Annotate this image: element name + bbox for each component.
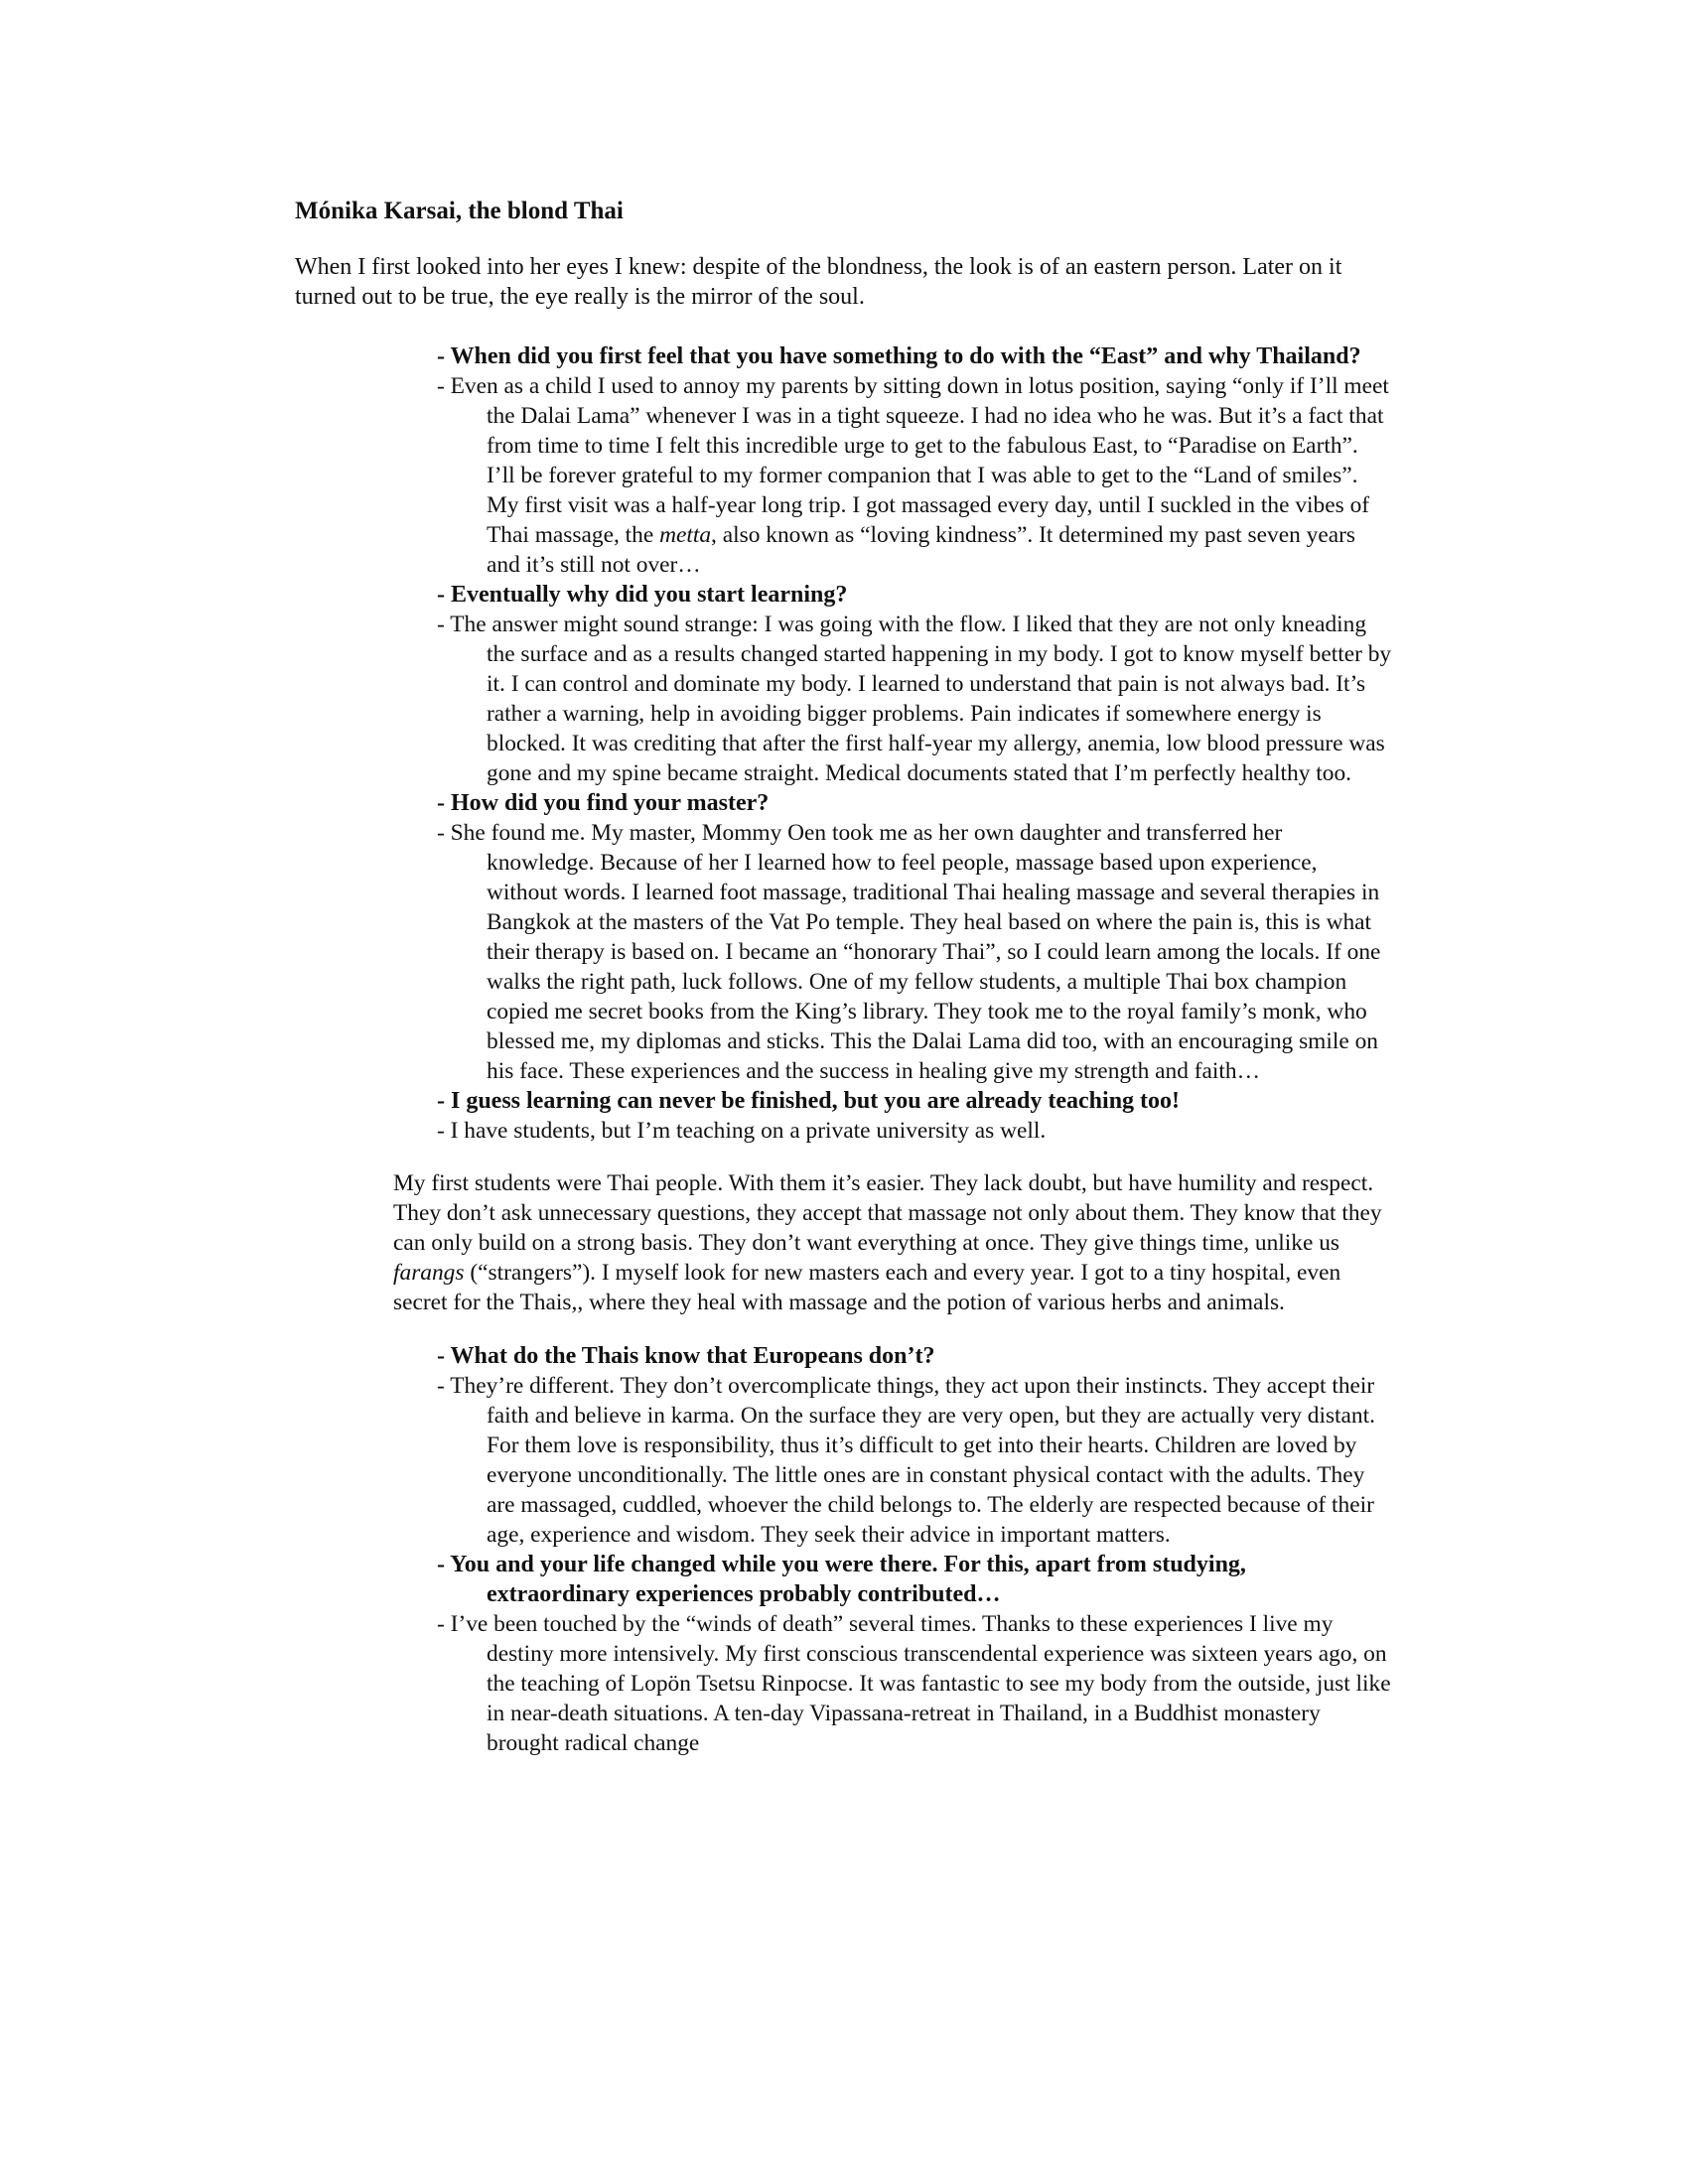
answer-4-text-a: My first students were Thai people. With them it’s easier. They lack doubt, but have humility and respect. They don’t ask unnecessary questions, they accept that massage not only about them. They know that they can only build on a strong basis. They don’t want everything at once. They give things time, unlike us	[393, 1170, 1382, 1257]
intro-paragraph: When I first looked into her eyes I knew: despite of the blondness, the look is of an eastern person. Later on it turned out to be true, the eye really is the mirror of the soul.	[295, 254, 1342, 310]
question-4: - I guess learning can never be finished, but you are already teaching too!	[437, 1088, 1181, 1114]
question-1: - When did you first feel that you have something to do with the “East” and why Thailand?	[437, 343, 1361, 369]
answer-5: - They’re different. They don’t overcomplicate things, they act upon their instincts. They accept their faith and believe in karma. On the surface they are very open, but they are actually very distant. For them love is responsibility, thus it’s difficult to get into their hearts. Children are loved by everyone unconditionally. The little ones are in constant physical contact with the adults. They are massaged, cuddled, whoever the child belongs to. The elderly are respected because of their age, experience and wisdom. They seek their advice in important matters.	[437, 1372, 1375, 1548]
answer-4: - I have students, but I’m teaching on a private university as well.	[437, 1118, 1047, 1144]
answer-4-continuation	[393, 1168, 1392, 1317]
answer-1	[437, 371, 1392, 580]
answer-4-emphasis: farangs	[393, 1260, 465, 1287]
article-title: Mónika Karsai, the blond Thai	[295, 198, 624, 224]
answer-1-emphasis: metta	[659, 522, 712, 548]
question-5: - What do the Thais know that Europeans don’t?	[437, 1342, 935, 1369]
answer-1-text-b: , also known as “loving kindness”. It determined my past seven years and it’s still not over…	[487, 522, 1355, 578]
question-2: - Eventually why did you start learning?	[437, 582, 848, 608]
answer-2: - The answer might sound strange: I was going with the flow. I liked that they are not only kneading the surface and as a results changed started happening in my body. I got to know myself better by it. I can control and dominate my body. I learned to understand that pain is not always bad. It’s rather a warning, help in avoiding bigger problems. Pain indicates if somewhere energy is blocked. It was crediting that after the first half-year my allergy, anemia, low blood pressure was gone and my spine became straight. Medical documents stated that I’m perfectly healthy too.	[437, 612, 1392, 786]
question-3: - How did you find your master?	[437, 790, 770, 816]
answer-6: - I’ve been touched by the “winds of death” several times. Thanks to these experiences I live my destiny more intensively. My first conscious transcendental experience was sixteen years ago, on the teaching of Lopön Tsetsu Rinpocse. It was fantastic to see my body from the outside, just like in near-death situations. A ten-day Vipassana-retreat in Thailand, in a Buddhist monastery brought radical change	[437, 1610, 1391, 1756]
answer-1-text-a: - Even as a child I used to annoy my parents by sitting down in lotus position, saying “only if I’ll meet the Dalai Lama” whenever I was in a tight squeeze. I had no idea who he was. But it’s a fact that from time to time I felt this incredible urge to get to the fabulous East, to “Paradise on Earth”. I’ll be forever grateful to my former companion that I was able to get to the “Land of smiles”. My first visit was a half-year long trip. I got massaged every day, until I suckled in the vibes of Thai massage, the	[437, 373, 1389, 548]
interview-section	[393, 341, 1392, 1758]
answer-3: - She found me. My master, Mommy Oen took me as her own daughter and transferred her knowledge. Because of her I learned how to feel people, massage based upon experience, without words. I learned foot massage, traditional Thai healing massage and several therapies in Bangkok at the masters of the Vat Po temple. They heal based on where the pain is, this is what their therapy is based on. I became an “honorary Thai”, so I could learn among the locals. If one walks the right path, luck follows. One of my fellow students, a multiple Thai box champion copied me secret books from the King’s library. They took me to the royal family’s monk, who blessed me, my diplomas and sticks. This the Dalai Lama did too, with an encouraging smile on his face. These experiences and the success in healing give my strength and faith…	[437, 820, 1381, 1084]
question-6: - You and your life changed while you were there. For this, apart from studying, extraordinary experiences probably contributed…	[437, 1551, 1246, 1607]
answer-4-text-b: (“strangers”). I myself look for new masters each and every year. I got to a tiny hospital, even secret for the Thais,, where they heal with massage and the potion of various herbs and animals.	[393, 1260, 1341, 1316]
